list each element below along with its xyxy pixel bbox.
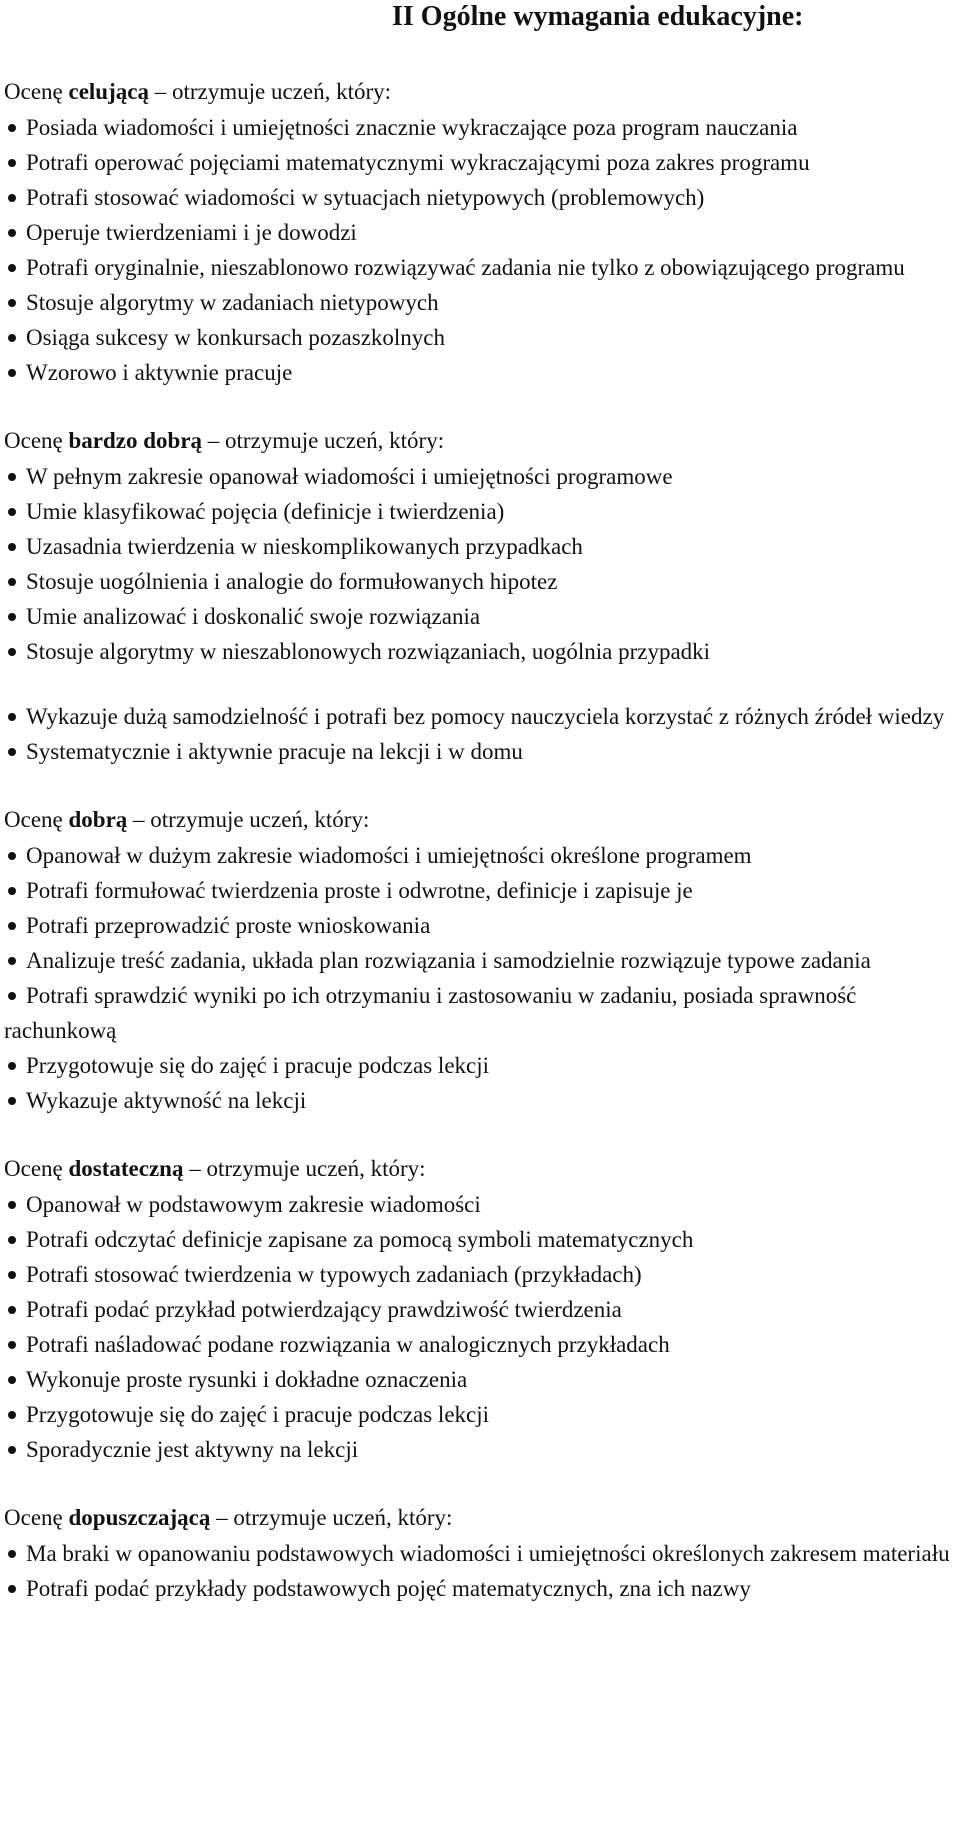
bullet-icon	[8, 1306, 16, 1314]
list-item-text: Wykazuje dużą samodzielność i potrafi bez pomocy nauczyciela korzystać z różnych źródeł wiedzy	[26, 704, 945, 729]
bullet-icon	[8, 578, 16, 586]
list-item	[4, 355, 956, 390]
list-item-text: Wykazuje aktywność na lekcji	[26, 1088, 307, 1113]
list-item	[4, 634, 956, 669]
heading-prefix: Ocenę	[4, 1156, 63, 1181]
bullet-icon	[8, 1236, 16, 1244]
list-item-text: Umie klasyfikować pojęcia (definicje i twierdzenia)	[26, 499, 505, 524]
list-item	[4, 1571, 956, 1606]
list-item	[4, 320, 956, 355]
heading-prefix: Ocenę	[4, 1505, 63, 1530]
list-item-text: Przygotowuje się do zajęć i pracuje podczas lekcji	[26, 1402, 490, 1427]
list-item	[4, 873, 956, 908]
list-item-text: Stosuje algorytmy w nieszablonowych rozwiązaniach, uogólnia przypadki	[26, 639, 711, 664]
grade-section-celujaca	[4, 74, 956, 390]
list-item-text: Opanował w podstawowym zakresie wiadomości	[26, 1192, 481, 1217]
document-title: II Ogólne wymagania edukacyjne:	[392, 1, 804, 32]
list-item-text: Wzorowo i aktywnie pracuje	[26, 360, 293, 385]
heading-suffix: – otrzymuje uczeń, który:	[189, 1156, 426, 1181]
list-item	[4, 215, 956, 250]
grade-heading	[4, 1500, 956, 1536]
list-item	[4, 1222, 956, 1257]
grade-name: bardzo dobrą	[68, 428, 203, 453]
list-item	[4, 564, 956, 599]
heading-suffix: – otrzymuje uczeń, który:	[216, 1505, 453, 1530]
list-item-text: Potrafi podać przykład potwierdzający prawdziwość twierdzenia	[26, 1297, 622, 1322]
bullet-icon	[8, 852, 16, 860]
list-item	[4, 1257, 956, 1292]
bullet-icon	[8, 264, 16, 272]
grade-name: dobrą	[68, 807, 128, 832]
list-item	[4, 145, 956, 180]
bullet-icon	[8, 124, 16, 132]
list-item	[4, 978, 956, 1048]
list-item-text: Potrafi stosować twierdzenia w typowych zadaniach (przykładach)	[26, 1262, 642, 1287]
heading-prefix: Ocenę	[4, 807, 63, 832]
grade-heading	[4, 802, 956, 838]
grade-heading	[4, 74, 956, 110]
list-item-text: Potrafi operować pojęciami matematycznymi wykraczającymi poza zakres programu	[26, 150, 810, 175]
bullet-icon	[8, 159, 16, 167]
list-item	[4, 494, 956, 529]
bullet-icon	[8, 1097, 16, 1105]
list-item-text: Osiąga sukcesy w konkursach pozaszkolnych	[26, 325, 445, 350]
list-item	[4, 1083, 956, 1118]
list-item-text: Potrafi sprawdzić wyniki po ich otrzymaniu i zastosowaniu w zadaniu, posiada sprawność rachunkową	[4, 983, 857, 1043]
bullet-icon	[8, 194, 16, 202]
bullet-icon	[8, 887, 16, 895]
list-item-text: Stosuje algorytmy w zadaniach nietypowych	[26, 290, 439, 315]
list-item	[4, 908, 956, 943]
requirement-list	[4, 110, 956, 390]
list-item	[4, 943, 956, 978]
bullet-icon	[8, 713, 16, 721]
bullet-icon	[8, 299, 16, 307]
list-item-text: Operuje twierdzeniami i je dowodzi	[26, 220, 357, 245]
list-item-text: Umie analizować i doskonalić swoje rozwiązania	[26, 604, 481, 629]
heading-prefix: Ocenę	[4, 428, 63, 453]
list-item	[4, 599, 956, 634]
list-item	[4, 838, 956, 873]
list-item	[4, 1187, 956, 1222]
bullet-icon	[8, 1550, 16, 1558]
list-item-text: Systematycznie i aktywnie pracuje na lekcji i w domu	[26, 739, 523, 764]
bullet-icon	[8, 1376, 16, 1384]
list-item-text: Potrafi formułować twierdzenia proste i odwrotne, definicje i zapisuje je	[26, 878, 693, 903]
list-item-text: Potrafi stosować wiadomości w sytuacjach nietypowych (problemowych)	[26, 185, 705, 210]
grade-section-dopuszczajaca	[4, 1500, 956, 1606]
list-item	[4, 459, 956, 494]
list-item	[4, 285, 956, 320]
list-item	[4, 1048, 956, 1083]
list-item	[4, 110, 956, 145]
list-item	[4, 529, 956, 564]
bullet-icon	[8, 1585, 16, 1593]
list-item-text: W pełnym zakresie opanował wiadomości i umiejętności programowe	[26, 464, 673, 489]
list-item	[4, 734, 956, 769]
list-item-text: Posiada wiadomości i umiejętności znacznie wykraczające poza program nauczania	[26, 115, 798, 140]
list-item-text: Ma braki w opanowaniu podstawowych wiadomości i umiejętności określonych zakresem materiału	[26, 1541, 950, 1566]
bullet-icon	[8, 922, 16, 930]
list-item-text: Potrafi naśladować podane rozwiązania w analogicznych przykładach	[26, 1332, 670, 1357]
grade-name: celującą	[68, 79, 149, 104]
heading-suffix: – otrzymuje uczeń, który:	[207, 428, 445, 453]
grade-section-dostateczna	[4, 1151, 956, 1467]
grade-name: dostateczną	[68, 1156, 184, 1181]
grade-section-dobra	[4, 802, 956, 1118]
requirement-list	[4, 459, 956, 769]
requirement-list	[4, 1536, 956, 1606]
bullet-icon	[8, 369, 16, 377]
list-item-text: Stosuje uogólnienia i analogie do formułowanych hipotez	[26, 569, 558, 594]
list-item	[4, 1292, 956, 1327]
bullet-icon	[8, 613, 16, 621]
bullet-icon	[8, 508, 16, 516]
list-item	[4, 180, 956, 215]
heading-suffix: – otrzymuje uczeń, który:	[133, 807, 370, 832]
bullet-icon	[8, 1411, 16, 1419]
bullet-icon	[8, 748, 16, 756]
list-item-text: Potrafi odczytać definicje zapisane za pomocą symboli matematycznych	[26, 1227, 694, 1252]
list-item-text: Wykonuje proste rysunki i dokładne oznaczenia	[26, 1367, 468, 1392]
list-item-text: Uzasadnia twierdzenia w nieskomplikowanych przypadkach	[26, 534, 583, 559]
bullet-icon	[8, 334, 16, 342]
list-item	[4, 699, 956, 734]
list-item-text: Opanował w dużym zakresie wiadomości i umiejętności określone programem	[26, 843, 752, 868]
bullet-icon	[8, 543, 16, 551]
list-item-text: Sporadycznie jest aktywny na lekcji	[26, 1437, 359, 1462]
grade-section-bardzo-dobra	[4, 423, 956, 769]
grade-name: dopuszczającą	[68, 1505, 211, 1530]
list-item-text: Przygotowuje się do zajęć i pracuje podczas lekcji	[26, 1053, 490, 1078]
list-item-text: Potrafi oryginalnie, nieszablonowo rozwiązywać zadania nie tylko z obowiązującego programu	[26, 255, 905, 280]
requirement-list	[4, 838, 956, 1118]
heading-prefix: Ocenę	[4, 79, 63, 104]
grade-heading	[4, 423, 956, 459]
bullet-icon	[8, 229, 16, 237]
bullet-icon	[8, 1271, 16, 1279]
list-item	[4, 1327, 956, 1362]
list-item	[4, 1362, 956, 1397]
requirement-list	[4, 1187, 956, 1467]
bullet-icon	[8, 648, 16, 656]
list-item-text: Potrafi przeprowadzić proste wnioskowania	[26, 913, 431, 938]
list-item	[4, 250, 956, 285]
bullet-icon	[8, 1201, 16, 1209]
bullet-icon	[8, 1062, 16, 1070]
grade-sections	[4, 74, 956, 1606]
bullet-icon	[8, 957, 16, 965]
list-item	[4, 1397, 956, 1432]
bullet-icon	[8, 1446, 16, 1454]
list-item-text: Analizuje treść zadania, układa plan rozwiązania i samodzielnie rozwiązuje typowe zadania	[26, 948, 871, 973]
bullet-icon	[8, 473, 16, 481]
list-item	[4, 1536, 956, 1571]
bullet-icon	[8, 992, 16, 1000]
bullet-icon	[8, 1341, 16, 1349]
list-item	[4, 1432, 956, 1467]
heading-suffix: – otrzymuje uczeń, który:	[154, 79, 392, 104]
grade-heading	[4, 1151, 956, 1187]
list-item-text: Potrafi podać przykłady podstawowych pojęć matematycznych, zna ich nazwy	[26, 1576, 751, 1601]
